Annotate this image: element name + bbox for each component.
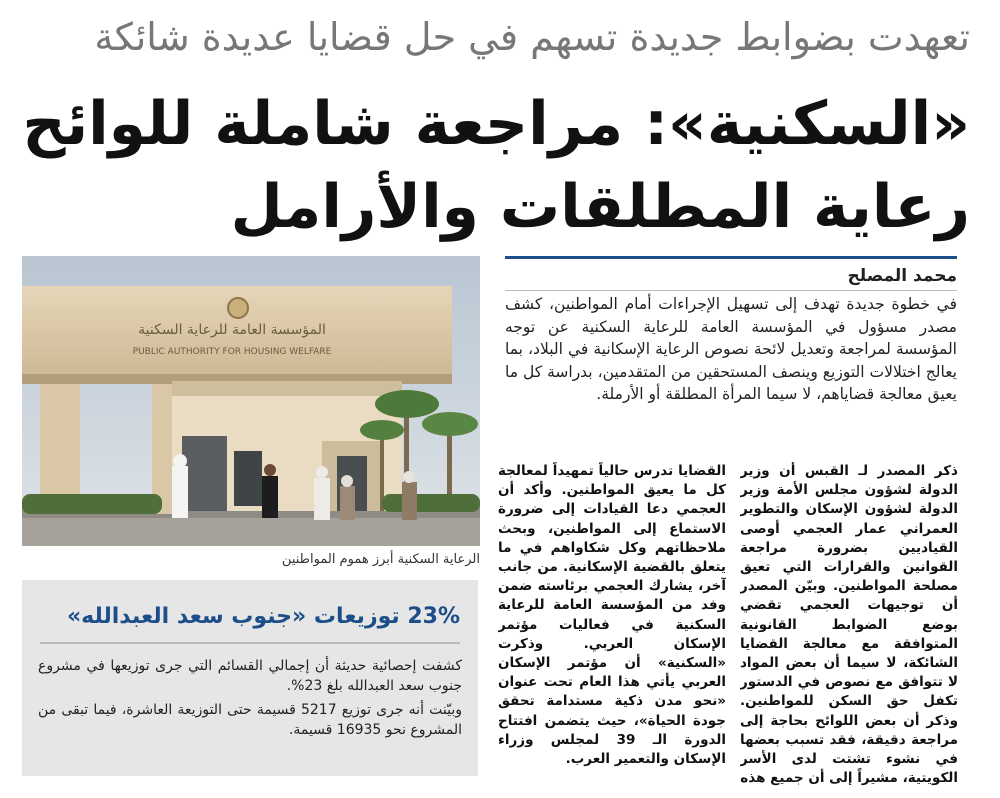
author-byline: محمد المصلح bbox=[847, 266, 957, 286]
kicker-subheadline: تعهدت بضوابط جديدة تسهم في حل قضايا عديدة شائكة bbox=[94, 15, 970, 59]
building-sign-arabic: المؤسسة العامة للرعاية السكنية bbox=[138, 322, 326, 338]
sidebar-box-paragraph-2: وبيّنت أنه جرى توزيع 5217 قسيمة حتى التوزيعة العاشرة، فيما تبقى من المشروع نحو 16935 قسيمة. bbox=[38, 702, 462, 738]
photo-caption: الرعاية السكنية أبرز هموم المواطنين bbox=[281, 552, 480, 567]
headline-line-2: رعاية المطلقات والأرامل bbox=[230, 172, 970, 242]
article-intro: في خطوة جديدة تهدف إلى تسهيل الإجراءات أمام المواطنين، كشف مصدر مسؤول في المؤسسة العامة للرعاية السكنية عن توجه المؤسسة لمراجعة وتعديل لائحة نصوص الرعاية الإسكانية في البلاد، بما يعالج اختلالات التوزيع وينصف المستحقين من المتقدمين، بدراسة كل ما يعيق معالجة قضاياهم، لا سيما المرأة المطلقة أو الأرملة. bbox=[505, 295, 957, 403]
sidebar-box-title: 23% توزيعات «جنوب سعد العبدالله» bbox=[66, 604, 460, 629]
headline-line-1: «السكنية»: مراجعة شاملة للوائح bbox=[22, 89, 970, 159]
article-photo bbox=[22, 256, 480, 546]
article-column-right: ذكر المصدر لـ القبس أن وزير الدولة لشؤون مجلس الأمة وزير الدولة لشؤون الإسكان والتطوير العمراني عمار العجمي أوصى القياديين بضرورة مراجعة القوانين والقرارات التي تعيق مصلحة المواطنين. وبيّن المصدر أن توجيهات العجمي تقضي بوضع الضوابط القانونية المتوافقة مع معالجة القضايا الشائكة، لا سيما أن بعض المواد لا تتوافق مع نصوص في الدستور تكفل حق السكن للمواطنين. وذكر أن بعض اللوائح بحاجة إلى مراجعة دقيقة، فقد تسبب بعضها في نشوء تشتت لدى الأسر الكويتية، مشيراً إلى أن جميع هذه bbox=[740, 463, 958, 787]
housing-authority-building-illustration bbox=[22, 256, 480, 546]
byline-divider bbox=[505, 256, 957, 259]
article-column-left: القضايا تدرس حالياً تمهيداً لمعالجة كل ما يعيق المواطنين. وأكد أن العجمي دعا القيادات إلى ضرورة الاستماع إلى المواطنين، وبحث ملاحظاتهم وكل شكاواهم في ما يتعلق بالقضية الإسكانية. من جانب آخر، يشارك العجمي برئاسته ضمن وفد من المؤسسة العامة للرعاية السكنية في فعاليات مؤتمر الإسكان العربي. وذكرت «السكنية» أن مؤتمر الإسكان العربي يأتي هذا العام تحت عنوان «نحو مدن ذكية مستدامة تحقق جودة الحياة»، حيث يتضمن افتتاح الدورة الـ 39 لمجلس وزراء الإسكان والتعمير العرب. bbox=[498, 463, 726, 768]
byline-underline bbox=[505, 290, 957, 291]
sidebar-box-body bbox=[38, 656, 462, 766]
sidebar-box-divider bbox=[40, 642, 460, 644]
sidebar-box-paragraph-1: كشفت إحصائية حديثة أن إجمالي القسائم التي جرى توزيعها في مشروع جنوب سعد العبدالله بلغ 23%. bbox=[38, 658, 462, 694]
building-sign-english: PUBLIC AUTHORITY FOR HOUSING WELFARE bbox=[132, 347, 332, 357]
